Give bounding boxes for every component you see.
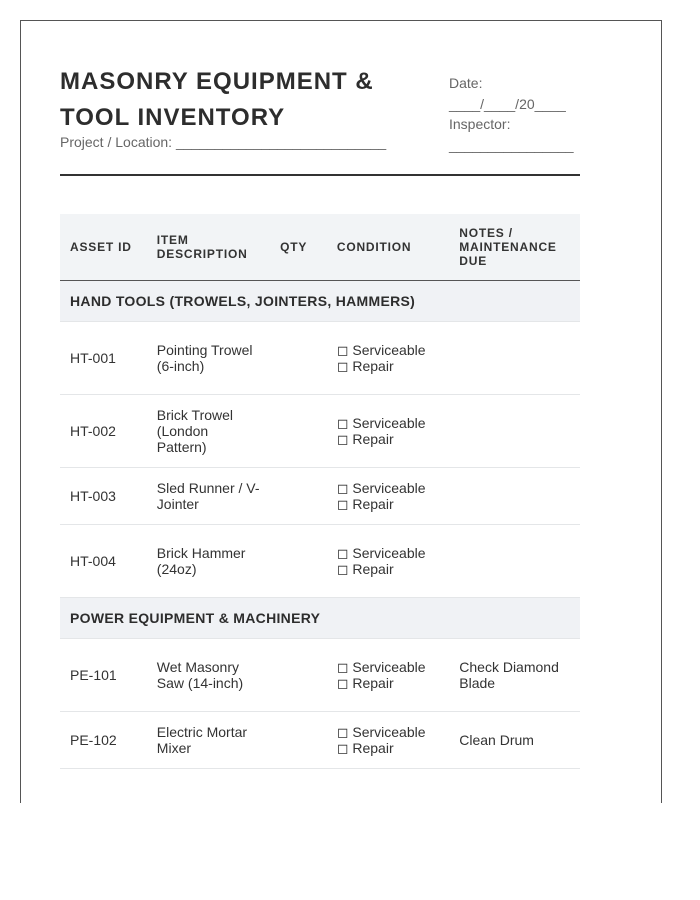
condition-cell[interactable]: ◻ Serviceable ◻ Repair (327, 639, 449, 712)
date-label: Date: (449, 75, 483, 91)
category-title: HAND TOOLS (TROWELS, JOINTERS, HAMMERS) (60, 281, 580, 322)
notes-cell[interactable] (449, 525, 580, 598)
category-row (60, 598, 580, 639)
asset-id-cell: PE-102 (60, 712, 147, 769)
condition-cell[interactable]: ◻ Serviceable ◻ Repair (327, 712, 449, 769)
column-header-qty: QTY (270, 214, 327, 281)
column-header-asset-id: ASSET ID (60, 214, 147, 281)
description-cell: Brick Hammer (24oz) (147, 525, 270, 598)
page-title (60, 64, 420, 136)
table-row (60, 712, 580, 769)
asset-id-cell: HT-001 (60, 322, 147, 395)
date-inspector-block (449, 73, 589, 155)
qty-cell[interactable] (270, 395, 327, 468)
category-row (60, 281, 580, 322)
column-header-notes: NOTES / MAINTENANCE DUE (449, 214, 580, 281)
condition-cell[interactable]: ◻ Serviceable ◻ Repair (327, 395, 449, 468)
qty-cell[interactable] (270, 322, 327, 395)
qty-cell[interactable] (270, 525, 327, 598)
condition-cell[interactable]: ◻ Serviceable ◻ Repair (327, 322, 449, 395)
qty-cell[interactable] (270, 639, 327, 712)
table-row (60, 525, 580, 598)
description-cell: Electric Mortar Mixer (147, 712, 270, 769)
notes-cell[interactable]: Check Diamond Blade (449, 639, 580, 712)
description-cell: Pointing Trowel (6-inch) (147, 322, 270, 395)
form-header (60, 60, 580, 176)
inspector-field[interactable]: ________________ (449, 136, 574, 153)
title-line-1: MASONRY EQUIPMENT & (60, 68, 374, 95)
table-row (60, 322, 580, 395)
condition-cell[interactable]: ◻ Serviceable ◻ Repair (327, 468, 449, 525)
inventory-table (60, 214, 580, 769)
notes-cell[interactable] (449, 322, 580, 395)
notes-cell[interactable] (449, 395, 580, 468)
description-cell: Wet Masonry Saw (14-inch) (147, 639, 270, 712)
title-line-2: TOOL INVENTORY (60, 104, 286, 131)
qty-cell[interactable] (270, 468, 327, 525)
table-header-row (60, 214, 580, 281)
asset-id-cell: HT-003 (60, 468, 147, 525)
project-location-field[interactable]: Project / Location: ___________________________ (60, 134, 387, 150)
asset-id-cell: HT-004 (60, 525, 147, 598)
inspector-label: Inspector: (449, 116, 511, 132)
column-header-condition: CONDITION (327, 214, 449, 281)
table-row (60, 468, 580, 525)
table-row (60, 639, 580, 712)
column-header-item-description: ITEM DESCRIPTION (147, 214, 270, 281)
asset-id-cell: PE-101 (60, 639, 147, 712)
table-row (60, 395, 580, 468)
description-cell: Brick Trowel (London Pattern) (147, 395, 270, 468)
date-field[interactable]: ____/____/20____ (449, 95, 566, 112)
qty-cell[interactable] (270, 712, 327, 769)
asset-id-cell: HT-002 (60, 395, 147, 468)
category-title: POWER EQUIPMENT & MACHINERY (60, 598, 580, 639)
description-cell: Sled Runner / V-Jointer (147, 468, 270, 525)
notes-cell[interactable]: Clean Drum (449, 712, 580, 769)
notes-cell[interactable] (449, 468, 580, 525)
condition-cell[interactable]: ◻ Serviceable ◻ Repair (327, 525, 449, 598)
